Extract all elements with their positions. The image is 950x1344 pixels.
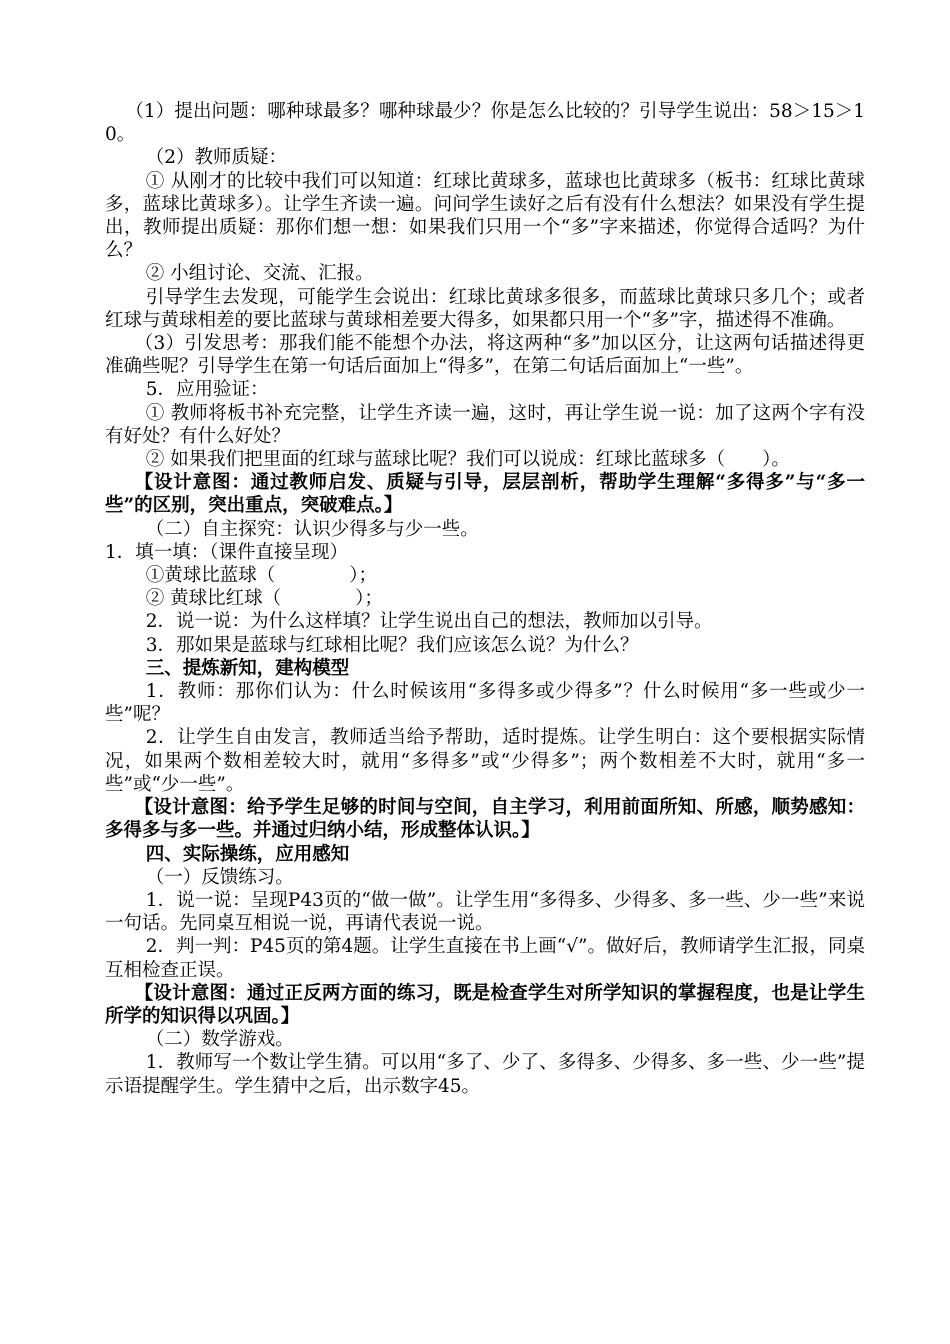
paragraph: ② 如果我们把里面的红球与蓝球比呢？我们可以说成：红球比蓝球多（ ）。 bbox=[145, 449, 790, 471]
paragraph: 2．让学生自由发言，教师适当给予帮助，适时提炼。让学生明白：这个要根据实际情况，如果两个数相差较大时，就用“多得多”或“少得多”；两个数相差不大时，就用“多一些”或“少一些”。 bbox=[105, 727, 865, 795]
section-heading: 三、提炼新知，建构模型 bbox=[145, 657, 350, 679]
paragraph: ② 黄球比红球（ ）； bbox=[145, 588, 383, 610]
design-intent-note: 【设计意图：通过正反两方面的练习，既是检查学生对所学知识的掌握程度，也是让学生所学的知识得以巩固。】 bbox=[105, 982, 865, 1027]
paragraph: 2．说一说：为什么这样填？让学生说出自己的想法，教师加以引导。 bbox=[145, 611, 713, 633]
paragraph: （1）提出问题：哪种球最多？哪种球最少？你是怎么比较的？引导学生说出：58＞15＞10。 bbox=[105, 101, 865, 146]
design-intent-note: 【设计意图：给予学生足够的时间与空间，自主学习，利用前面所知、所感，顺势感知：多得多与多一些。并通过归纳小结，形成整体认识。】 bbox=[105, 797, 865, 842]
section-heading: 四、实际操练，应用感知 bbox=[145, 843, 350, 865]
paragraph: （2）教师质疑： bbox=[145, 147, 287, 169]
paragraph: 1．说一说：呈现P43页的“做一做”。让学生用“多得多、少得多、多一些、少一些”来说一句话。先同桌互相说一说，再请代表说一说。 bbox=[105, 889, 865, 935]
design-intent-note: 【设计意图：通过教师启发、质疑与引导，层层剖析，帮助学生理解“多得多”与“多一些”的区别，突出重点，突破难点。】 bbox=[105, 472, 865, 517]
paragraph: ①黄球比蓝球（ ）； bbox=[145, 565, 377, 587]
paragraph: ② 小组讨论、交流、汇报。 bbox=[145, 263, 374, 285]
paragraph: 2．判一判：P45页的第4题。让学生直接在书上画“√”。做好后，教师请学生汇报，同桌互相检查正误。 bbox=[105, 936, 865, 981]
paragraph: （二）自主探究：认识少得多与少一些。 bbox=[145, 518, 479, 540]
paragraph: 1．填一填：（课件直接呈现） bbox=[105, 541, 349, 563]
paragraph: 3．那如果是蓝球与红球相比呢？我们应该怎么说？为什么？ bbox=[145, 634, 639, 656]
paragraph: ① 从刚才的比较中我们可以知道：红球比黄球多，蓝球也比黄球多（板书：红球比黄球多，蓝球比黄球多）。让学生齐读一遍。问问学生读好之后有没有什么想法？如果没有学生提出，教师提出质疑：那你们想一想：如果我们只用一个“多”字来描述，你觉得合适吗？为什么？ bbox=[105, 170, 865, 262]
paragraph: （3）引发思考：那我们能不能想个办法，将这两种“多”加以区分，让这两句话描述得更准确些呢？引导学生在第一句话后面加上“得多”，在第二句话后面加上“一些”。 bbox=[105, 333, 865, 378]
paragraph: ① 教师将板书补充完整，让学生齐读一遍，这时，再让学生说一说：加了这两个字有没有好处？有什么好处？ bbox=[105, 402, 865, 447]
paragraph: （二）数学游戏。 bbox=[145, 1029, 294, 1051]
paragraph: 1．教师：那你们认为：什么时候该用“多得多或少得多”？什么时候用“多一些或少一些”呢？ bbox=[105, 681, 865, 726]
paragraph: 引导学生去发现，可能学生会说出：红球比黄球多很多，而蓝球比黄球只多几个；或者红球与黄球相差的要比蓝球与黄球相差要大得多，如果都只用一个“多”字，描述得不准确。 bbox=[105, 286, 865, 331]
document-page bbox=[105, 100, 865, 1098]
paragraph: 1．教师写一个数让学生猜。可以用“多了、少了、多得多、少得多、多一些、少一些”提示语提醒学生。学生猜中之后，出示数字45。 bbox=[105, 1052, 865, 1097]
paragraph: （一）反馈练习。 bbox=[145, 866, 294, 888]
paragraph: 5．应用验证： bbox=[145, 379, 269, 401]
